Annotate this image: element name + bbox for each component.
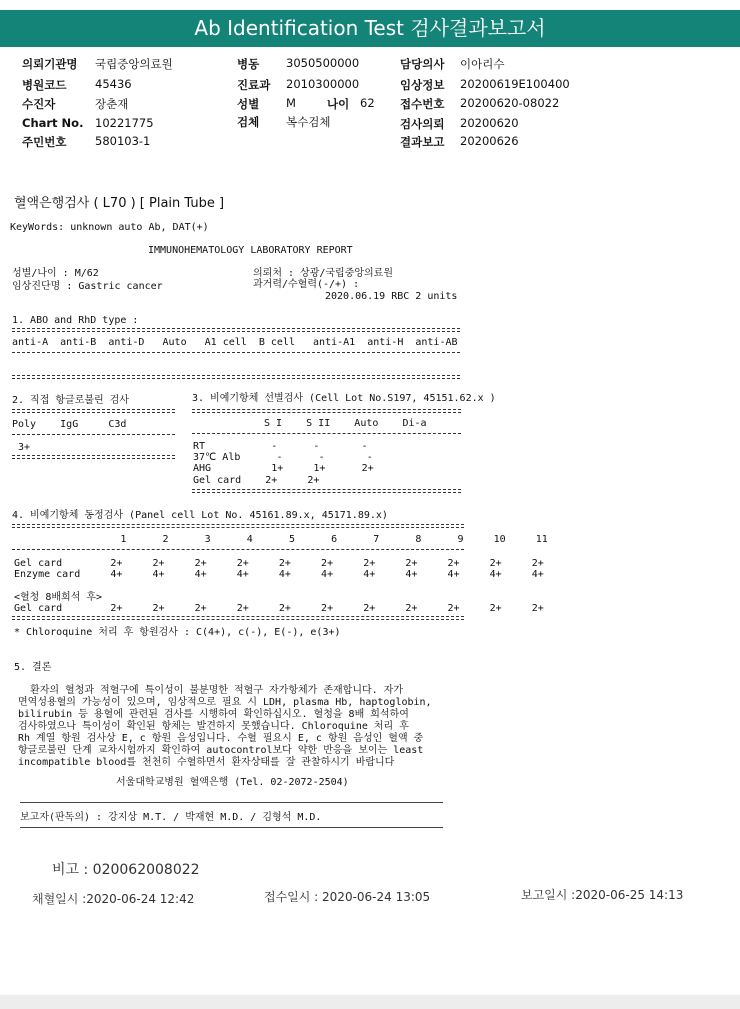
conclusion-line-2: 면역성용혈의 가능성이 있으며, 임상적으로 필요 시 LDH, plasma Hb, haptoglobin, — [18, 697, 432, 708]
dat-mid-rule — [12, 434, 175, 435]
patient-referrer: 의뢰처 : 상광/국립중앙의료원 — [253, 268, 394, 279]
value-institution: 국립중앙의료원 — [95, 57, 173, 71]
label-patient: 수진자 — [22, 97, 56, 111]
screen-title: 3. 비예기항체 선별검사 (Cell Lot No.S197, 45151.62.x ) — [192, 393, 496, 404]
value-chart-no: 10221775 — [95, 116, 154, 130]
signature-top-rule — [20, 802, 443, 803]
value-receipt-no: 20200620-08022 — [460, 96, 560, 110]
conclusion-line-7: incompatible blood를 천천히 수혈하면서 환자상태를 잘 관찰하시기 바랍니다 — [18, 757, 395, 768]
panel-gel-row: Gel card 2+ 2+ 2+ 2+ 2+ 2+ 2+ 2+ 2+ 2+ 2+ — [14, 558, 544, 569]
value-age: 62 — [360, 96, 375, 110]
abo-top-rule — [12, 328, 460, 332]
panel-cell-numbers: 1 2 3 4 5 6 7 8 9 10 11 — [12, 534, 548, 545]
value-hospital-code: 45436 — [95, 77, 132, 91]
value-doctor: 이아리수 — [460, 57, 505, 71]
label-institution: 의뢰기관명 — [22, 57, 78, 71]
patient-history: 과거력/수혈력(-/+) : — [253, 279, 360, 290]
conclusion-line-6: 항글로불린 단계 교차시험까지 확인하여 autocontrol보다 약한 반응을 보이는 least — [18, 745, 424, 756]
panel-dilution-label: <혈청 8배희석 후> — [14, 592, 103, 603]
screen-row-rt: RT - - - — [193, 441, 368, 452]
value-department: 2010300000 — [286, 77, 360, 91]
screen-top-rule — [192, 409, 461, 413]
footer-received: 접수일시 : 2020-06-24 13:05 — [264, 890, 431, 904]
label-report-date: 결과보고 — [400, 135, 445, 149]
conclusion-line-3: bilirubin 등 용혈에 관련된 검사를 시행하여 확인하십시오. 혈청을 8배 희석하여 — [18, 709, 409, 720]
panel-title: 4. 비예기항체 동정검사 (Panel cell Lot No. 45161.89.x, 45171.89.x) — [12, 510, 388, 521]
patient-diagnosis: 임상진단명 : Gastric cancer — [12, 281, 163, 292]
label-age: 나이 — [327, 97, 350, 111]
dat-top-rule — [12, 409, 175, 413]
lab-report-title: IMMUNOHEMATOLOGY LABORATORY REPORT — [148, 245, 353, 256]
label-specimen: 검체 — [237, 115, 260, 129]
abo-title: 1. ABO and RhD type : — [12, 315, 139, 326]
footer-note: 비고 : 020062008022 — [52, 862, 200, 878]
label-receipt-no: 접수번호 — [400, 97, 445, 111]
panel-bottom-rule — [12, 616, 464, 620]
label-department: 진료과 — [237, 78, 271, 92]
value-request-date: 20200620 — [460, 116, 519, 130]
screen-mid-rule — [192, 433, 461, 434]
dat-headers: Poly IgG C3d — [12, 419, 127, 430]
value-specimen: 복수검체 — [286, 115, 331, 129]
keywords: KeyWords: unknown auto Ab, DAT(+) — [10, 222, 209, 233]
abo-headers: anti-A anti-B anti-D Auto A1 cell B cell anti-A1 anti-H anti-AB — [12, 337, 458, 348]
value-patient: 장춘재 — [95, 97, 129, 111]
screen-bottom-rule — [192, 489, 461, 493]
dat-title: 2. 직접 항글로불린 검사 — [12, 395, 130, 406]
patient-history-detail: 2020.06.19 RBC 2 units — [325, 291, 458, 302]
label-clinical-info: 임상정보 — [400, 78, 445, 92]
signature-bottom-rule — [20, 827, 443, 828]
label-request-date: 검사의뢰 — [400, 117, 445, 131]
patient-sex-age: 성별/나이 : M/62 — [12, 268, 99, 279]
label-ward: 병동 — [237, 57, 260, 71]
hospital-contact: 서울대학교병원 혈액은행 (Tel. 02-2072-2504) — [116, 777, 349, 788]
label-resident-no: 주민번호 — [22, 135, 67, 149]
value-clinical-info: 20200619E100400 — [460, 77, 570, 91]
page-bottom-edge — [0, 995, 740, 1009]
value-sex: M — [286, 96, 296, 110]
panel-enzyme-row: Enzyme card 4+ 4+ 4+ 4+ 4+ 4+ 4+ 4+ 4+ 4+ 4+ — [14, 569, 544, 580]
label-sex: 성별 — [237, 97, 260, 111]
dat-values: 3+ — [12, 442, 31, 453]
section-title: 혈액은행검사 ( L70 ) [ Plain Tube ] — [14, 196, 225, 211]
panel-gel2-row: Gel card 2+ 2+ 2+ 2+ 2+ 2+ 2+ 2+ 2+ 2+ 2+ — [14, 603, 544, 614]
reporter-line: 보고자(판독의) : 강지상 M.T. / 박재현 M.D. / 김형석 M.D. — [20, 812, 322, 823]
panel-mid-rule — [12, 549, 464, 550]
label-chart-no: Chart No. — [22, 116, 84, 130]
screen-row-alb: 37℃ Alb - - - — [193, 452, 373, 463]
value-report-date: 20200626 — [460, 134, 519, 148]
screen-row-ahg: AHG 1+ 1+ 2+ — [193, 463, 374, 474]
chloroquine-note: * Chloroquine 처리 후 항원검사 : C(4+), c(-), E(-), e(3+) — [14, 627, 341, 638]
panel-top-rule — [12, 524, 464, 528]
screen-headers: S I S II Auto Di-a — [264, 418, 427, 429]
screen-row-gel: Gel card 2+ 2+ — [193, 475, 320, 486]
conclusion-title: 5. 결론 — [14, 662, 52, 673]
conclusion-line-1: 환자의 혈청과 적혈구에 특이성이 불분명한 적혈구 자가항체가 존재합니다. 자가 — [18, 685, 404, 696]
label-doctor: 담당의사 — [400, 57, 445, 71]
conclusion-line-5: Rh 계열 항원 검사상 E, c 항원 음성입니다. 수혈 필요시 E, c 항원 음성인 혈액 중 — [18, 733, 424, 744]
report-title: Ab Identification Test 검사결과보고서 — [0, 10, 740, 47]
value-ward: 3050500000 — [286, 56, 360, 70]
footer-reported: 보고일시 :2020-06-25 14:13 — [521, 888, 684, 902]
footer-collected: 채혈일시 :2020-06-24 12:42 — [32, 892, 195, 906]
dat-bottom-rule — [12, 455, 175, 459]
abo-mid-rule — [12, 352, 460, 353]
conclusion-line-4: 검사하였으나 특이성이 확인된 항체는 발견하지 못했습니다. Chloroquine 처리 후 — [18, 721, 409, 732]
value-resident-no: 580103-1 — [95, 134, 151, 148]
label-hospital-code: 병원코드 — [22, 78, 67, 92]
abo-bottom-rule — [12, 375, 460, 379]
